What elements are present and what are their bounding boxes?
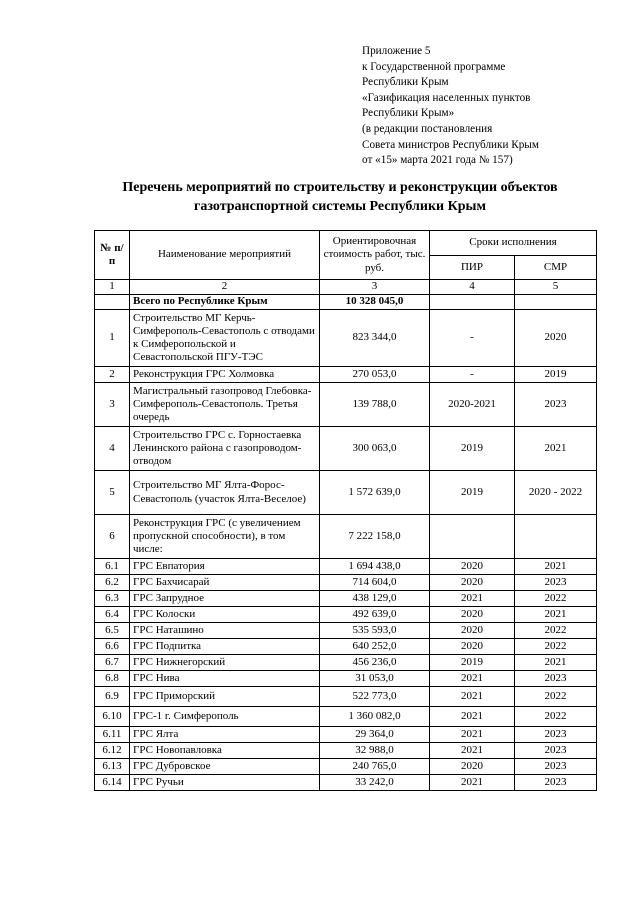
row-smr: 2022 <box>515 623 597 639</box>
row-smr: 2021 <box>515 655 597 671</box>
row-name: ГРС Нива <box>130 671 320 687</box>
row-name: Строительство МГ Керчь-Симферополь-Севастополь с отводами к Симферопольской и Севастопольской ПГУ-ТЭС <box>130 310 320 367</box>
row-cost: 240 765,0 <box>320 759 430 775</box>
title-line-2: газотранспортной системы Республики Крым <box>193 199 487 214</box>
table-row <box>95 367 597 383</box>
appendix-line: Совета министров Республики Крым <box>362 138 539 151</box>
activities-table <box>94 230 597 791</box>
table-row <box>95 759 597 775</box>
row-pir: 2019 <box>430 471 515 515</box>
appendix-line: к Государственной программе <box>362 60 506 73</box>
row-pir: 2020 <box>430 639 515 655</box>
row-smr: 2021 <box>515 607 597 623</box>
row-number: 6.7 <box>95 655 130 671</box>
row-name: Строительство ГРС с. Горностаевка Ленинского района с газопроводом-отводом <box>130 427 320 471</box>
row-name: ГРС Ялта <box>130 727 320 743</box>
row-number: 6.10 <box>95 707 130 727</box>
table-row <box>95 591 597 607</box>
row-name: Реконструкция ГРС Холмовка <box>130 367 320 383</box>
row-cost: 32 988,0 <box>320 743 430 759</box>
row-pir: 2020 <box>430 759 515 775</box>
document-title <box>80 178 600 216</box>
row-name: ГРС Нижнегорский <box>130 655 320 671</box>
col-number: 3 <box>320 280 430 295</box>
table-row <box>95 687 597 707</box>
row-name: ГРС Запрудное <box>130 591 320 607</box>
table-row <box>95 743 597 759</box>
row-smr: 2021 <box>515 427 597 471</box>
row-name: ГРС Дубровское <box>130 759 320 775</box>
row-pir: 2021 <box>430 671 515 687</box>
row-number: 6.11 <box>95 727 130 743</box>
row-number: 6.5 <box>95 623 130 639</box>
row-name: ГРС-1 г. Симферополь <box>130 707 320 727</box>
row-smr: 2023 <box>515 383 597 427</box>
total-smr-cell <box>515 295 597 310</box>
row-pir: 2021 <box>430 727 515 743</box>
header-terms: Сроки исполнения <box>430 231 597 256</box>
table-row <box>95 707 597 727</box>
row-number: 6.2 <box>95 575 130 591</box>
col-number: 5 <box>515 280 597 295</box>
table-row <box>95 559 597 575</box>
col-number: 2 <box>130 280 320 295</box>
row-cost: 29 364,0 <box>320 727 430 743</box>
table-row <box>95 383 597 427</box>
row-number: 6.4 <box>95 607 130 623</box>
row-cost: 31 053,0 <box>320 671 430 687</box>
row-smr: 2023 <box>515 759 597 775</box>
table-row <box>95 671 597 687</box>
table-row <box>95 575 597 591</box>
header-pir: ПИР <box>430 255 515 280</box>
row-cost: 139 788,0 <box>320 383 430 427</box>
col-number: 1 <box>95 280 130 295</box>
row-number: 3 <box>95 383 130 427</box>
row-cost: 300 063,0 <box>320 427 430 471</box>
table-row <box>95 515 597 559</box>
col-number: 4 <box>430 280 515 295</box>
row-pir: 2021 <box>430 687 515 707</box>
row-name: ГРС Колоски <box>130 607 320 623</box>
row-cost: 640 252,0 <box>320 639 430 655</box>
table-row <box>95 775 597 791</box>
row-pir: 2019 <box>430 655 515 671</box>
row-number: 5 <box>95 471 130 515</box>
row-number: 6 <box>95 515 130 559</box>
row-pir: 2020 <box>430 559 515 575</box>
row-name: Магистральный газопровод Глебовка-Симферополь-Севастополь. Третья очередь <box>130 383 320 427</box>
appendix-line: (в редакции постановления <box>362 122 493 135</box>
row-pir: 2020 <box>430 623 515 639</box>
row-name: ГРС Бахчисарай <box>130 575 320 591</box>
appendix-line: Приложение 5 <box>362 45 431 57</box>
title-line-1: Перечень мероприятий по строительству и реконструкции объектов <box>122 180 558 195</box>
row-pir: 2020 <box>430 607 515 623</box>
row-name: ГРС Наташино <box>130 623 320 639</box>
total-num-cell <box>95 295 130 310</box>
table-row <box>95 639 597 655</box>
appendix-line: «Газификация населенных пунктов <box>362 91 531 104</box>
row-name: Реконструкция ГРС (с увеличением пропускной способности), в том числе: <box>130 515 320 559</box>
header-name: Наименование мероприятий <box>130 231 320 280</box>
row-cost: 7 222 158,0 <box>320 515 430 559</box>
total-cost: 10 328 045,0 <box>320 295 430 310</box>
row-pir: - <box>430 367 515 383</box>
row-name: ГРС Приморский <box>130 687 320 707</box>
appendix-line: от «15» марта 2021 года № 157) <box>362 154 513 167</box>
appendix-block <box>362 44 624 169</box>
row-cost: 522 773,0 <box>320 687 430 707</box>
row-number: 6.1 <box>95 559 130 575</box>
row-number: 6.14 <box>95 775 130 791</box>
row-cost: 714 604,0 <box>320 575 430 591</box>
row-cost: 535 593,0 <box>320 623 430 639</box>
row-pir: 2020 <box>430 575 515 591</box>
row-smr: 2021 <box>515 559 597 575</box>
row-pir: 2021 <box>430 743 515 759</box>
row-number: 1 <box>95 310 130 367</box>
table-row <box>95 727 597 743</box>
row-smr: 2019 <box>515 367 597 383</box>
row-smr: 2022 <box>515 687 597 707</box>
row-pir: 2021 <box>430 591 515 607</box>
row-cost: 33 242,0 <box>320 775 430 791</box>
table-row <box>95 471 597 515</box>
row-cost: 270 053,0 <box>320 367 430 383</box>
appendix-line: Республики Крым <box>362 76 449 89</box>
row-cost: 1 360 082,0 <box>320 707 430 727</box>
row-number: 6.13 <box>95 759 130 775</box>
row-pir: - <box>430 310 515 367</box>
row-pir: 2021 <box>430 775 515 791</box>
row-smr: 2023 <box>515 727 597 743</box>
row-number: 6.6 <box>95 639 130 655</box>
row-pir: 2020-2021 <box>430 383 515 427</box>
row-cost: 823 344,0 <box>320 310 430 367</box>
header-num: № п/п <box>95 231 130 280</box>
row-smr: 2023 <box>515 743 597 759</box>
row-smr: 2022 <box>515 639 597 655</box>
row-name: ГРС Подпитка <box>130 639 320 655</box>
row-smr: 2020 - 2022 <box>515 471 597 515</box>
row-pir <box>430 515 515 559</box>
row-cost: 1 572 639,0 <box>320 471 430 515</box>
row-smr <box>515 515 597 559</box>
table-row <box>95 310 597 367</box>
row-smr: 2022 <box>515 591 597 607</box>
table-row <box>95 655 597 671</box>
row-name: ГРС Евпатория <box>130 559 320 575</box>
row-number: 6.8 <box>95 671 130 687</box>
row-number: 6.3 <box>95 591 130 607</box>
row-smr: 2020 <box>515 310 597 367</box>
table-row <box>95 607 597 623</box>
table-row <box>95 623 597 639</box>
row-number: 2 <box>95 367 130 383</box>
row-name: ГРС Ручьи <box>130 775 320 791</box>
row-name: ГРС Новопавловка <box>130 743 320 759</box>
total-label: Всего по Республике Крым <box>130 295 320 310</box>
row-pir: 2021 <box>430 707 515 727</box>
header-smr: СМР <box>515 255 597 280</box>
row-smr: 2023 <box>515 775 597 791</box>
row-pir: 2019 <box>430 427 515 471</box>
row-smr: 2023 <box>515 671 597 687</box>
appendix-line: Республики Крым» <box>362 107 455 120</box>
row-number: 4 <box>95 427 130 471</box>
row-cost: 492 639,0 <box>320 607 430 623</box>
row-cost: 456 236,0 <box>320 655 430 671</box>
row-number: 6.12 <box>95 743 130 759</box>
row-smr: 2023 <box>515 575 597 591</box>
row-cost: 438 129,0 <box>320 591 430 607</box>
row-name: Строительство МГ Ялта-Форос-Севастополь (участок Ялта-Веселое) <box>130 471 320 515</box>
row-cost: 1 694 438,0 <box>320 559 430 575</box>
row-number: 6.9 <box>95 687 130 707</box>
row-smr: 2022 <box>515 707 597 727</box>
total-pir-cell <box>430 295 515 310</box>
table-row <box>95 427 597 471</box>
header-cost: Ориентировочная стоимость работ, тыс. руб. <box>320 231 430 280</box>
